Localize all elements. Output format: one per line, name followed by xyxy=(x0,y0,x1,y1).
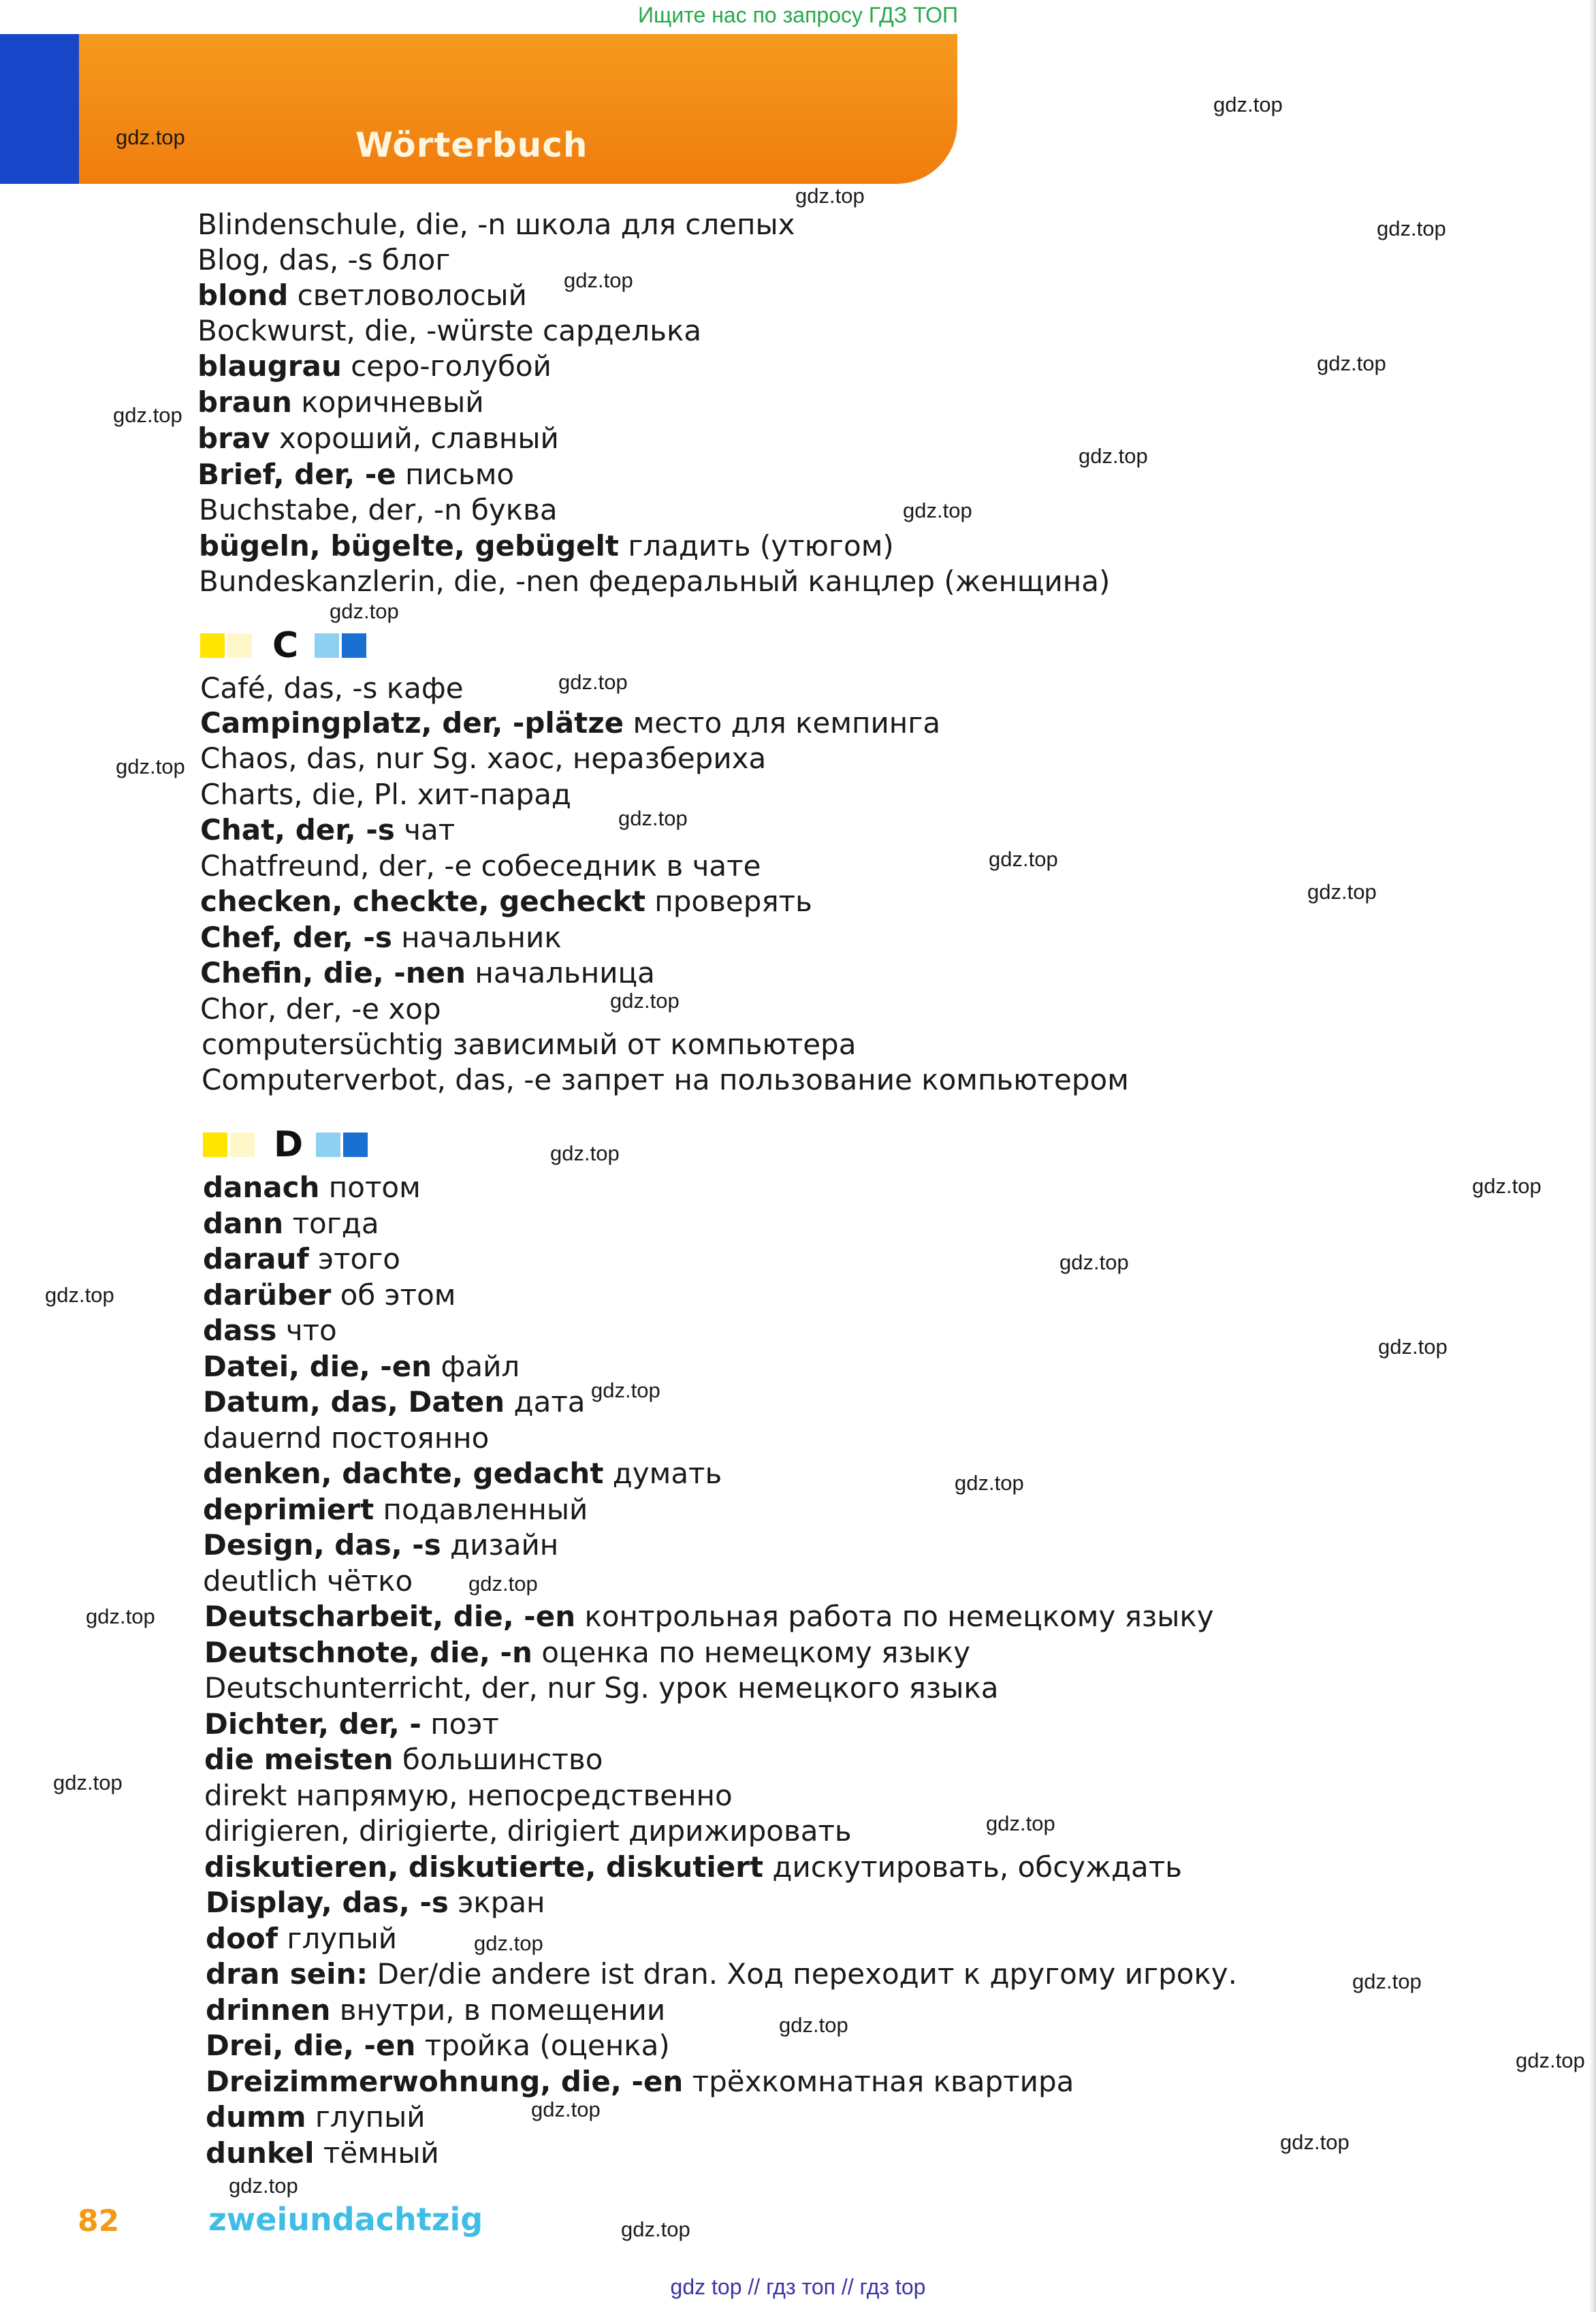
watermark: gdz.top xyxy=(795,184,865,208)
entry: Buchstabe, der, -n буква xyxy=(199,493,558,526)
watermark: gdz.top xyxy=(955,1471,1024,1495)
entry: Dreizimmerwohnung, die, -en трёхкомнатная квартира xyxy=(206,2065,1074,2098)
watermark: gdz.top xyxy=(1378,1335,1448,1359)
entry: Chefin, die, -nen начальница xyxy=(200,956,655,989)
entry: Design, das, -s дизайн xyxy=(203,1528,559,1562)
entry: bügeln, bügelte, gebügelt гладить (утюгом) xyxy=(199,529,894,563)
entry: Chef, der, -s начальник xyxy=(200,921,562,954)
entry: Bundeskanzlerin, die, -nen федеральный канцлер (женщина) xyxy=(199,565,1111,598)
entry: computersüchtig зависимый от компьютера xyxy=(202,1028,857,1061)
watermark: gdz.top xyxy=(1516,2048,1585,2072)
entry: dran sein: Der/die andere ist dran. Ход переходит к другому игроку. xyxy=(206,1957,1238,1991)
entry: Blindenschule, die, -n школа для слепых xyxy=(197,208,795,241)
page-number: 82 xyxy=(78,2204,120,2238)
top-banner[interactable]: Ищите нас по запросу ГДЗ ТОП xyxy=(638,3,958,27)
watermark: gdz.top xyxy=(1352,1969,1422,1993)
lightblue-square-icon xyxy=(315,633,339,658)
watermark: gdz.top xyxy=(1377,217,1446,240)
entry: Café, das, -s кафе xyxy=(200,671,464,705)
entry: darüber об этом xyxy=(203,1278,456,1312)
entry: brav хороший, славный xyxy=(197,422,559,455)
entry: Drei, die, -en тройка (оценка) xyxy=(206,2029,670,2062)
entry: Blog, das, -s блог xyxy=(197,243,451,276)
entry: Chat, der, -s чат xyxy=(200,813,456,846)
lightblue-square-icon xyxy=(316,1133,340,1157)
entry: Charts, die, Pl. хит-парад xyxy=(200,778,571,811)
watermark: gdz.top xyxy=(229,2174,298,2198)
entry: dirigieren, dirigierte, dirigiert дирижировать xyxy=(204,1814,852,1848)
entry: deutlich чётко xyxy=(203,1564,413,1598)
entry: Chatfreund, der, -e собеседник в чате xyxy=(200,849,761,883)
entry: deprimiert подавленный xyxy=(203,1493,588,1526)
watermark: gdz.top xyxy=(116,755,185,778)
page-title: Wörterbuch xyxy=(355,125,588,165)
blue-square-icon xyxy=(343,1133,368,1157)
entry: Dichter, der, - поэт xyxy=(204,1707,499,1741)
entry: Campingplatz, der, -plätze место для кемпинга xyxy=(200,706,941,740)
entry: braun коричневый xyxy=(197,385,484,419)
entry: denken, dachte, gedacht думать xyxy=(203,1457,722,1490)
entry: direkt напрямую, непосредственно xyxy=(204,1779,733,1812)
entry: dumm глупый xyxy=(206,2100,426,2134)
footer-links[interactable]: gdz top // гдз топ // гдз top xyxy=(670,2275,926,2299)
entry: Deutscharbeit, die, -en контрольная работа по немецкому языку xyxy=(204,1600,1214,1633)
entry: Datum, das, Daten дата xyxy=(203,1385,586,1419)
page-number-word: zweiundachtzig xyxy=(208,2201,483,2238)
watermark: gdz.top xyxy=(531,2097,601,2121)
watermark: gdz.top xyxy=(1472,1174,1542,1198)
yellow-square-icon xyxy=(200,633,225,658)
watermark: gdz.top xyxy=(1307,880,1377,904)
entry: Chaos, das, nur Sg. хаос, неразбериха xyxy=(200,742,767,775)
entry: blaugrau серо-голубой xyxy=(197,349,552,383)
watermark: gdz.top xyxy=(621,2217,690,2241)
entry: checken, checkte, gecheckt проверять xyxy=(200,885,812,918)
watermark: gdz.top xyxy=(53,1771,123,1794)
cream-square-icon xyxy=(227,633,252,658)
watermark: gdz.top xyxy=(1280,2130,1350,2154)
watermark: gdz.top xyxy=(86,1604,155,1628)
watermark: gdz.top xyxy=(1213,93,1283,116)
blue-square-icon xyxy=(342,633,366,658)
watermark: gdz.top xyxy=(116,125,185,149)
entry: darauf этого xyxy=(203,1242,400,1276)
section-header-c xyxy=(200,625,377,666)
entry: die meisten большинство xyxy=(204,1743,603,1776)
section-header-d xyxy=(203,1124,380,1165)
watermark: gdz.top xyxy=(474,1931,543,1955)
yellow-square-icon xyxy=(203,1133,227,1157)
watermark: gdz.top xyxy=(779,2013,848,2037)
watermark: gdz.top xyxy=(558,670,628,694)
watermark: gdz.top xyxy=(550,1141,620,1165)
watermark: gdz.top xyxy=(1059,1250,1129,1274)
watermark: gdz.top xyxy=(1079,444,1148,468)
watermark: gdz.top xyxy=(1317,351,1386,375)
watermark: gdz.top xyxy=(903,498,972,522)
entry: doof глупый xyxy=(206,1922,398,1955)
watermark: gdz.top xyxy=(113,403,182,427)
entry: Bockwurst, die, -würste сарделька xyxy=(197,314,702,347)
watermark: gdz.top xyxy=(468,1572,538,1596)
watermark: gdz.top xyxy=(610,989,680,1013)
watermark: gdz.top xyxy=(591,1378,660,1402)
entry: Computerverbot, das, -e запрет на пользование компьютером xyxy=(202,1063,1129,1096)
watermark: gdz.top xyxy=(564,268,633,292)
entry: dunkel тёмный xyxy=(206,2136,439,2170)
entry: dass что xyxy=(203,1314,337,1347)
watermark: gdz.top xyxy=(45,1283,114,1307)
entry: Deutschnote, die, -n оценка по немецкому языку xyxy=(204,1636,971,1669)
entry: Brief, der, -e письмо xyxy=(197,458,515,491)
entry: diskutieren, diskutierte, diskutiert дискутировать, обсуждать xyxy=(204,1850,1182,1884)
entry: blond светловолосый xyxy=(197,279,527,312)
header-blue-strip xyxy=(0,34,79,184)
watermark: gdz.top xyxy=(986,1811,1055,1835)
entry: Chor, der, -e хор xyxy=(200,992,441,1026)
watermark: gdz.top xyxy=(989,847,1058,871)
entry: dauernd постоянно xyxy=(203,1421,490,1455)
entry: danach потом xyxy=(203,1171,421,1204)
page-edge-shadow xyxy=(1589,0,1596,2312)
entry: dann тогда xyxy=(203,1207,379,1240)
entry: Deutschunterricht, der, nur Sg. урок немецкого языка xyxy=(204,1671,999,1705)
watermark: gdz.top xyxy=(330,599,399,623)
section-letter: C xyxy=(272,625,299,666)
entry: Display, das, -s экран xyxy=(206,1886,545,1919)
section-letter: D xyxy=(274,1124,304,1165)
entry: Datei, die, -en файл xyxy=(203,1350,520,1383)
watermark: gdz.top xyxy=(618,806,688,830)
entry: drinnen внутри, в помещении xyxy=(206,1993,666,2027)
cream-square-icon xyxy=(230,1133,255,1157)
